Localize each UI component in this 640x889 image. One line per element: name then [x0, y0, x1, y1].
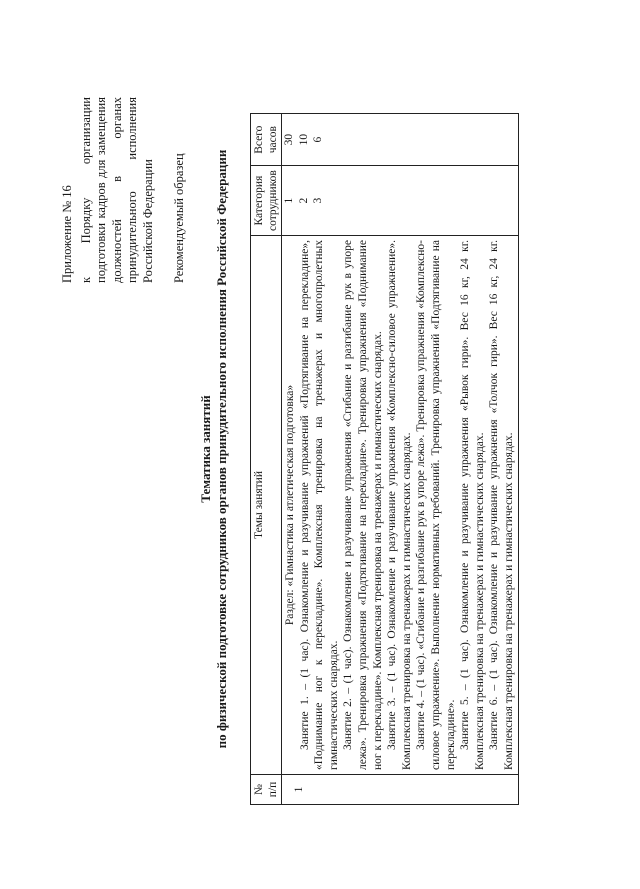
recommended-sample-label: Рекомендуемый образец	[172, 153, 186, 283]
lesson-2: Занятие 2. – (1 час). Ознакомление и разучивание упражнения «Сгибание и разгибание рук в упоре лежа». Тренировка упражнения «Подтягивание на перекладине». Тренировка упражнения «Поднимание ног к перекладине». Комплексная тренировка на тренажерах и гимнастических снарядах.	[342, 240, 384, 770]
header-category: Категория сотрудников	[251, 166, 282, 236]
category-value: 2	[297, 197, 310, 204]
lesson-1: Занятие 1. – (1 час). Ознакомление и разучивание упражнений «Подтягивание на перекладине», «Поднимание ног к перекладине». Комплексная тренировка на тренажерах и многопролетных гимнастических снарядах.	[298, 240, 340, 770]
category-value: 1	[283, 197, 295, 204]
row-number: 1	[282, 775, 519, 805]
lesson-3: Занятие 3. – (1 час). Ознакомление и разучивание упражнения «Комплексно-силовое упражнение». Комплексная тренировка на тренажерах и гимнастических снарядах.	[386, 240, 413, 770]
category-value: 3	[312, 197, 325, 204]
appendix-title: Приложение № 16	[60, 185, 74, 283]
section-title: Раздел: «Гимнастика и атлетическая подготовка»	[284, 384, 296, 626]
table-header-row	[251, 114, 282, 805]
title-line-1: Тематика занятий	[198, 395, 213, 503]
topics-cell	[282, 236, 519, 775]
document-title	[198, 69, 230, 829]
lesson-4: Занятие 4. – (1 час). «Сгибание и разгибание рук в упоре лежа». Тренировка упражнения «Комплексно-силовое упражнение». Выполнение нормативных требований. Тренировка упражнений «Подтягивание на перекладине».	[415, 240, 457, 770]
appendix-block	[60, 97, 188, 283]
header-num: № п/п	[251, 775, 282, 805]
header-hours: Всего часов	[251, 114, 282, 166]
table-row	[282, 114, 519, 805]
lesson-6: Занятие 6. – (1 час). Ознакомление и разучивание упражнения «Толчок гири». Вес 16 кг, 24 кг. Комплексная тренировка на тренажерах и гимнастических снарядах.	[488, 240, 515, 770]
lesson-5: Занятие 5. – (1 час). Ознакомление и разучивание упражнения «Рывок гири». Вес 16 кг, 24 кг. Комплексная тренировка на тренажерах и гимнастических снарядах.	[459, 240, 486, 770]
header-topics: Темы занятий	[251, 236, 282, 775]
topics-table	[250, 113, 519, 805]
hours-value: 30	[283, 133, 295, 146]
title-line-2: по физической подготовке сотрудников органов принудительного исполнения Российской Федерации	[214, 149, 229, 749]
hours-cell	[282, 114, 519, 166]
category-cell	[282, 166, 519, 236]
hours-value: 10	[297, 133, 310, 146]
appendix-body: к Порядку организации подготовки кадров для замещения должностей в органах принудительного исполнения Российской Федерации	[78, 97, 155, 283]
hours-value: 6	[312, 136, 325, 143]
